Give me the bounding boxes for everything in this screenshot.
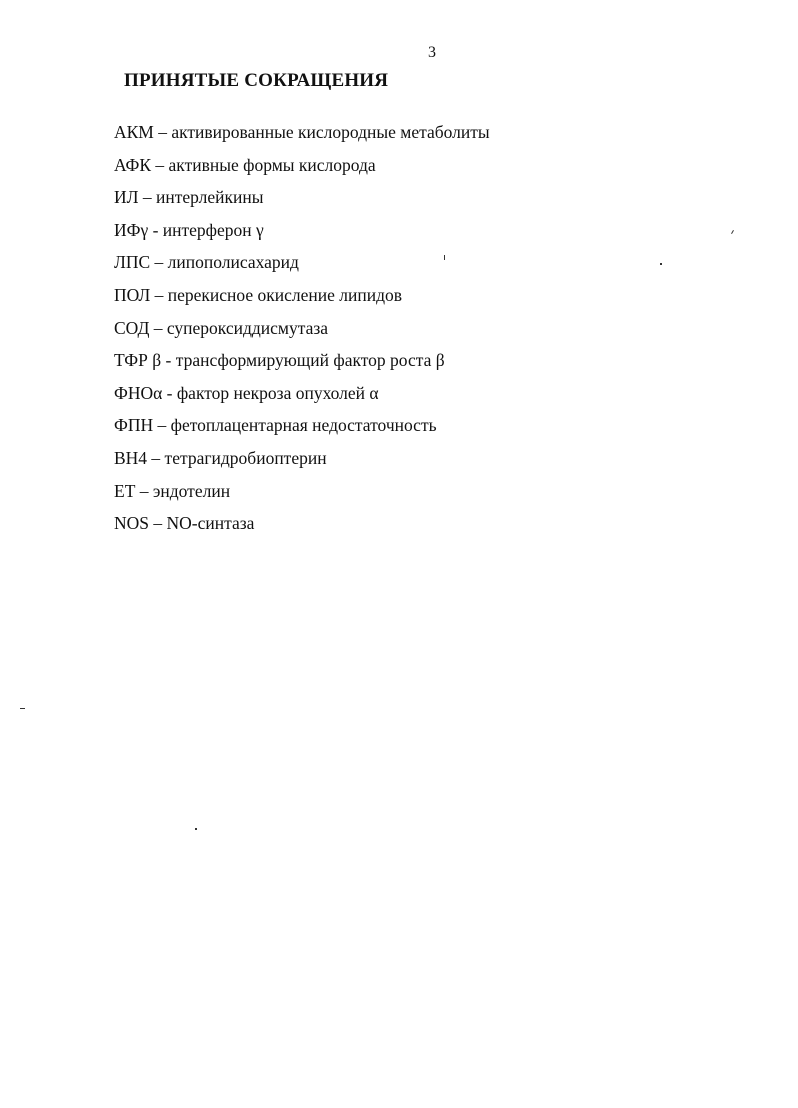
- scan-speck: [444, 255, 445, 260]
- abbreviation-item: ФНОα - фактор некроза опухолей α: [114, 382, 379, 403]
- abbreviation-item: ТФР β - трансформирующий фактор роста β: [114, 350, 445, 371]
- abbreviation-item: ПОЛ – перекисное окисление липидов: [114, 284, 403, 305]
- abbreviation-item: ЛПС – липополисахарид: [114, 252, 299, 273]
- page-number: 3: [428, 44, 436, 61]
- abbreviation-item: ЕТ – эндотелин: [114, 480, 231, 501]
- scan-speck: [195, 828, 197, 830]
- abbreviation-list: [114, 120, 490, 544]
- scan-speck: [20, 708, 25, 709]
- abbreviation-item: NOS – NO-синтаза: [114, 513, 255, 534]
- section-heading: ПРИНЯТЫЕ СОКРАЩЕНИЯ: [124, 70, 389, 91]
- abbreviation-item: СОД – супероксиддисмутаза: [114, 317, 329, 338]
- scan-speck: [660, 263, 662, 265]
- abbreviation-item: АФК – активные формы кислорода: [114, 154, 376, 175]
- abbreviation-item: ВН4 – тетрагидробиоптерин: [114, 447, 327, 468]
- abbreviation-item: ФПН – фетоплацентарная недостаточность: [114, 415, 437, 436]
- scan-speck: [731, 230, 734, 234]
- abbreviation-item: ИЛ – интерлейкины: [114, 187, 264, 208]
- abbreviation-item: АКМ – активированные кислородные метаболиты: [114, 122, 490, 142]
- abbreviation-item: ИФγ - интерферон γ: [114, 219, 264, 240]
